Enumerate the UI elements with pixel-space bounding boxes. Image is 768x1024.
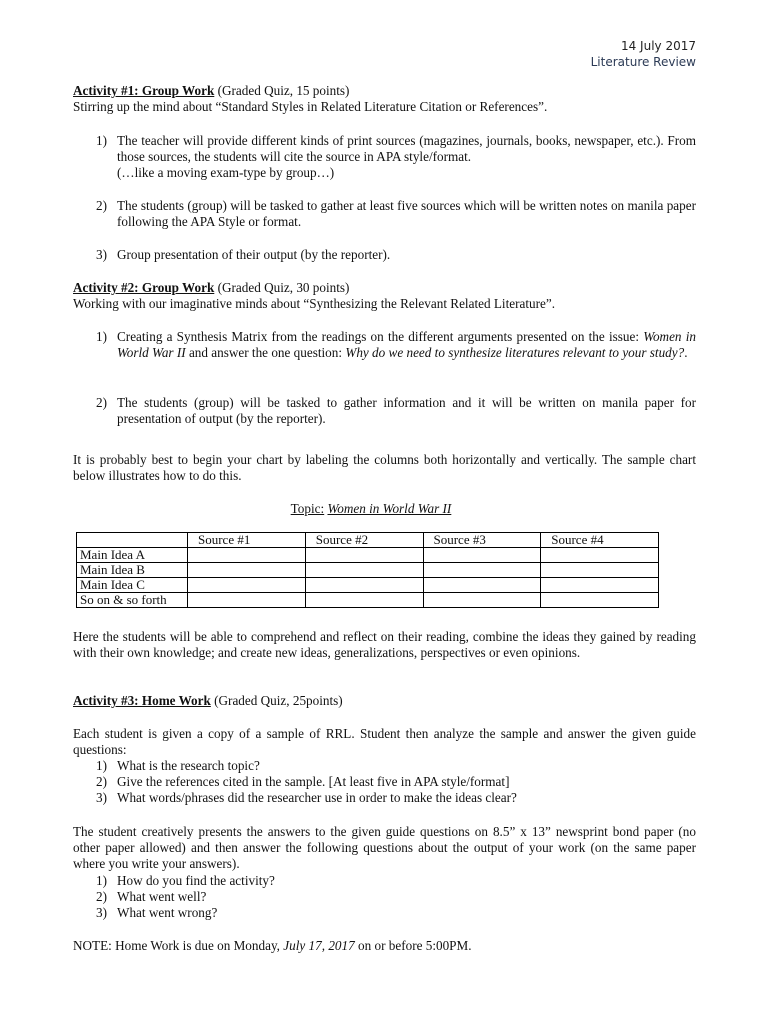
chart-intro: It is probably best to begin your chart by labeling the columns both horizontally and vertically. The sample chart below illustrates how to do this.: [73, 452, 696, 483]
table-corner-cell: [77, 533, 188, 548]
list-item: [73, 774, 696, 790]
header-subtitle: Literature Review: [590, 55, 696, 69]
activity1-list-2: [73, 198, 696, 230]
table-cell: [188, 593, 306, 608]
activity3-title: Activity #3: Home Work: [73, 693, 211, 708]
activity1-intro: Stirring up the mind about “Standard Styles in Related Literature Citation or References”.: [73, 99, 548, 114]
table-cell: [305, 548, 423, 563]
list-number: 2): [96, 198, 107, 213]
table-cell: [305, 578, 423, 593]
activity3-grade: (Graded Quiz, 25points): [210, 693, 343, 708]
list-text: and answer the one question:: [185, 345, 346, 360]
list-number: 1): [96, 133, 107, 148]
list-item: [73, 758, 696, 774]
activity1-list-3: [73, 247, 696, 263]
list-text: Creating a Synthesis Matrix from the readings on the different arguments presented on the issue:: [117, 329, 644, 344]
list-text: The students (group) will be tasked to gather at least five sources which will be written notes on manila paper following the APA Style or format.: [117, 198, 696, 229]
table-header-row: [77, 533, 659, 548]
list-number: 1): [96, 329, 107, 344]
activity3-heading: [73, 693, 696, 709]
list-item: [73, 790, 696, 806]
activity1-title: Activity #1: Group Work: [73, 83, 215, 98]
list-text: Give the references cited in the sample. [At least five in APA style/format]: [117, 774, 510, 789]
synthesis-matrix-table: [76, 532, 659, 608]
list-text-italic: Why do we need to synthesize literatures relevant to your study?: [345, 345, 685, 360]
activity2-grade: (Graded Quiz, 30 points): [214, 280, 350, 295]
table-cell: [423, 578, 541, 593]
due-note: [73, 938, 696, 954]
table-header-cell: Source #2: [305, 533, 423, 548]
table-row-header: So on & so forth: [77, 593, 188, 608]
list-number: 3): [96, 790, 107, 805]
table-cell: [541, 578, 659, 593]
table-cell: [423, 563, 541, 578]
table-row: [77, 548, 659, 563]
table-cell: [541, 593, 659, 608]
list-item: [73, 329, 696, 361]
activity1-list: [73, 133, 696, 181]
list-text: The teacher will provide different kinds of print sources (magazines, journals, books, newspaper, etc.). From those sources, the students will cite the source in APA style/format.: [117, 133, 696, 164]
list-item: [73, 198, 696, 230]
table-row: [77, 593, 659, 608]
activity2-title: Activity #2: Group Work: [73, 280, 215, 295]
table-cell: [305, 563, 423, 578]
after-table-paragraph: Here the students will be able to comprehend and reflect on their reading, combine the ideas they gained by reading with their own knowledge; and create new ideas, generalizations, perspectives or even opinions.: [73, 629, 696, 660]
list-number: 2): [96, 889, 107, 904]
activity3-questions: [73, 758, 696, 806]
activity1-grade: (Graded Quiz, 15 points): [214, 83, 350, 98]
note-date: July 17, 2017: [283, 938, 355, 953]
topic-line: [73, 501, 669, 517]
table-cell: [541, 548, 659, 563]
list-item: [73, 873, 696, 889]
list-item: [73, 247, 696, 263]
table-row-header: Main Idea B: [77, 563, 188, 578]
table-cell: [423, 548, 541, 563]
table-cell: [423, 593, 541, 608]
list-text-extra: (…like a moving exam-type by group…): [117, 165, 335, 180]
note-text-end: on or before 5:00PM.: [354, 938, 472, 953]
list-text: Group presentation of their output (by the reporter).: [117, 247, 391, 262]
table-cell: [541, 563, 659, 578]
activity2-intro: Working with our imaginative minds about “Synthesizing the Relevant Related Literature”.: [73, 296, 555, 311]
list-text: What went wrong?: [117, 905, 218, 920]
topic-value: Women in World War II: [327, 501, 452, 516]
header-date: 14 July 2017: [620, 39, 696, 53]
list-number: 2): [96, 774, 107, 789]
table-header-cell: Source #4: [541, 533, 659, 548]
list-item: [73, 133, 696, 181]
activity1-heading: [73, 83, 696, 99]
list-number: 3): [96, 905, 107, 920]
list-text: .: [684, 345, 688, 360]
table-cell: [188, 548, 306, 563]
table-cell: [305, 593, 423, 608]
list-item: [73, 889, 696, 905]
table-cell: [188, 578, 306, 593]
list-text: What went well?: [117, 889, 207, 904]
list-number: 1): [96, 758, 107, 773]
activity2-list-2: [73, 395, 696, 427]
table-row: [77, 578, 659, 593]
table-row: [77, 563, 659, 578]
list-text-italic: Women in World War II: [117, 329, 696, 360]
activity2-list: [73, 329, 696, 361]
list-text: What words/phrases did the researcher use in order to make the ideas clear?: [117, 790, 517, 805]
table-header-cell: Source #3: [423, 533, 541, 548]
list-item: [73, 395, 696, 427]
list-number: 2): [96, 395, 107, 410]
activity2-heading: [73, 280, 696, 296]
list-number: 3): [96, 247, 107, 262]
topic-label: Topic:: [290, 501, 325, 516]
list-text: The students (group) will be tasked to gather information and it will be written on manila paper for presentation of output (by the reporter).: [117, 395, 696, 426]
list-text: How do you find the activity?: [117, 873, 275, 888]
page-header: [591, 38, 696, 70]
table-header-cell: Source #1: [188, 533, 306, 548]
note-text: NOTE: Home Work is due on Monday,: [73, 938, 284, 953]
table-cell: [188, 563, 306, 578]
table-row-header: Main Idea A: [77, 548, 188, 563]
list-number: 1): [96, 873, 107, 888]
activity3-intro: Each student is given a copy of a sample of RRL. Student then analyze the sample and answer the given guide questions:: [73, 726, 696, 757]
activity3-paragraph: The student creatively presents the answers to the given guide questions on 8.5” x 13” newsprint bond paper (no other paper allowed) and then answer the following questions about the output of your work (on the same paper where you write your answers).: [73, 824, 696, 871]
activity3-reflection-questions: [73, 873, 696, 921]
list-text: What is the research topic?: [117, 758, 260, 773]
table-row-header: Main Idea C: [77, 578, 188, 593]
list-item: [73, 905, 696, 921]
